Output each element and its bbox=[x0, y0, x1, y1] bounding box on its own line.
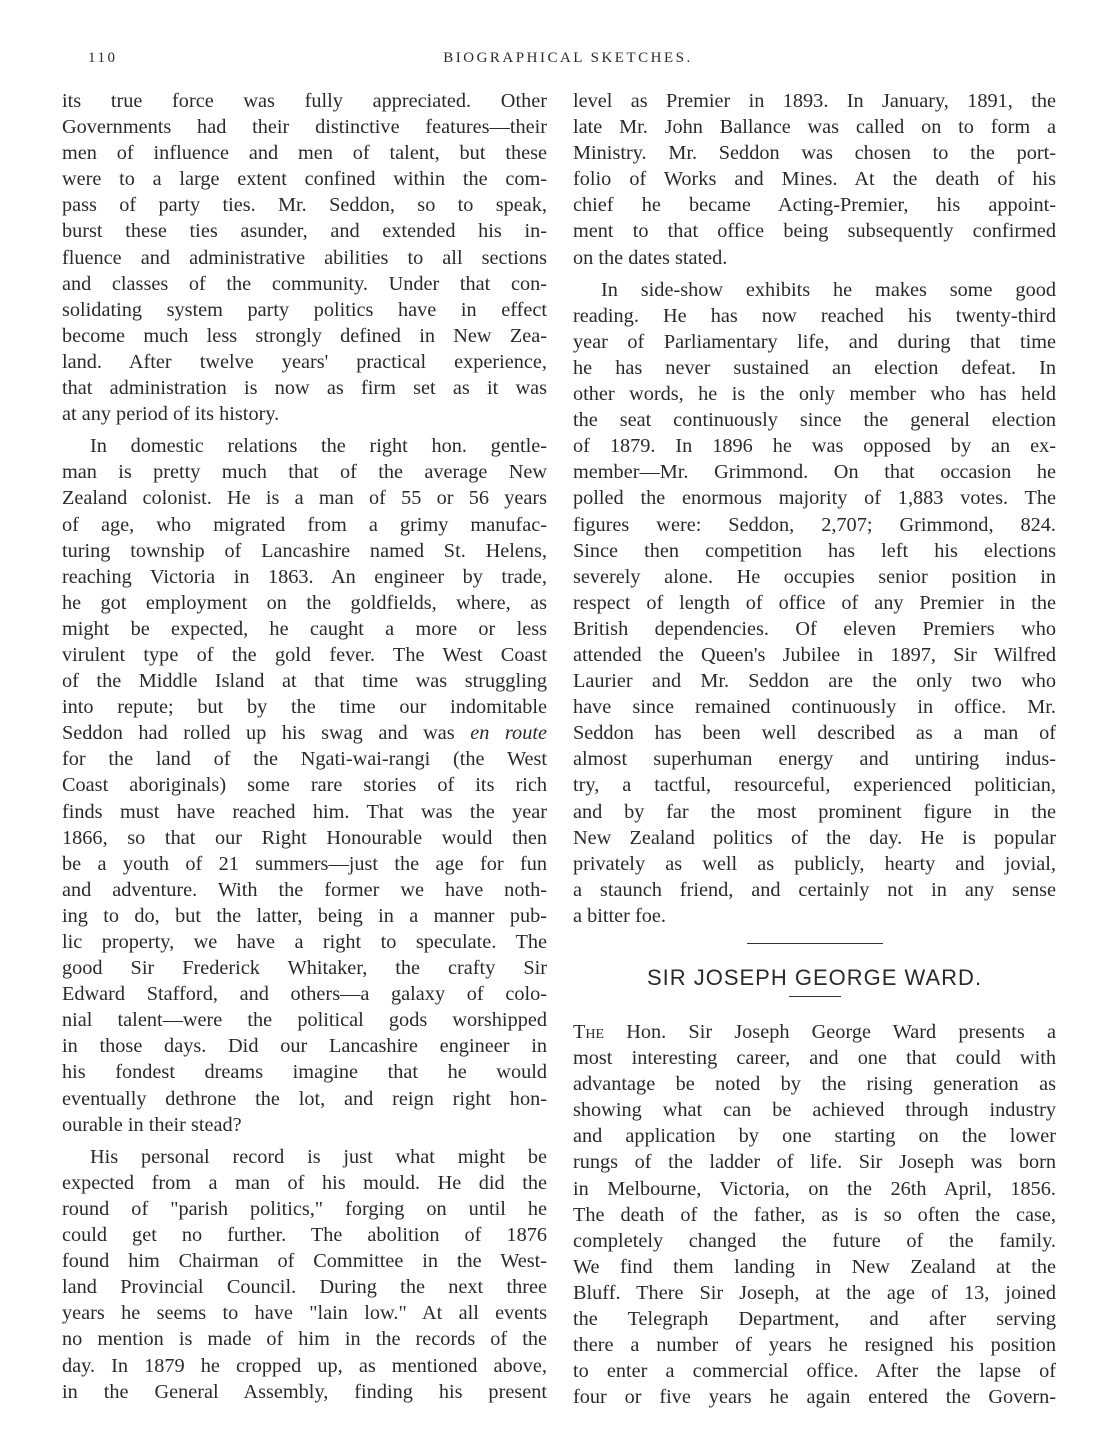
text-line: were to a large extent confined within the com- bbox=[62, 168, 547, 191]
text-line: might be expected, he caught a more or less bbox=[62, 617, 547, 640]
text-line: ourable in their stead? bbox=[62, 1113, 242, 1136]
text-line: Since then competition has left his elections bbox=[573, 539, 1056, 562]
text-line-with-italic bbox=[62, 720, 547, 746]
running-head: BIOGRAPHICAL SKETCHES. bbox=[443, 50, 693, 66]
text-line: on the dates stated. bbox=[573, 246, 728, 269]
text-line: Zealand colonist. He is a man of 55 or 56 years bbox=[62, 487, 547, 510]
text-line: His personal record is just what might be bbox=[90, 1145, 547, 1168]
right-column bbox=[573, 88, 1056, 1410]
text-line: eventually dethrone the lot, and reign right hon- bbox=[62, 1087, 547, 1110]
text-line: lic property, we have a right to speculate. The bbox=[62, 931, 547, 953]
title-underline bbox=[789, 996, 841, 997]
text-line: burst these ties asunder, and extended his in- bbox=[62, 220, 547, 243]
opening-word: The bbox=[573, 1021, 605, 1043]
text-line: year of Parliamentary life, and during that time bbox=[573, 330, 1056, 353]
text-line: We find them landing in New Zealand at the bbox=[573, 1255, 1056, 1278]
italic-phrase: en route bbox=[470, 722, 547, 745]
text-line: Coast aboriginals) some rare stories of its rich bbox=[62, 774, 547, 797]
text-line: other words, he is the only member who has held bbox=[573, 383, 1056, 406]
text-line: fluence and administrative abilities to all sections bbox=[62, 246, 547, 269]
text-line: he got employment on the goldfields, where, as bbox=[62, 591, 547, 614]
text-line-with-smallcaps bbox=[573, 1019, 1056, 1045]
text-line: could get no further. The abolition of 1876 bbox=[62, 1224, 547, 1247]
text-line: rungs of the ladder of life. Sir Joseph was born bbox=[573, 1151, 1056, 1174]
text-line: turing township of Lancashire named St. Helens, bbox=[62, 539, 547, 562]
text-line: Bluff. There Sir Joseph, at the age of 13, joined bbox=[573, 1281, 1056, 1304]
text-line: men of influence and men of talent, but these bbox=[62, 142, 547, 165]
text-line: that administration is now as firm set as it was bbox=[62, 377, 547, 400]
text-line: In side-show exhibits he makes some good bbox=[601, 278, 1056, 301]
text-line: into repute; but by the time our indomitable bbox=[62, 696, 547, 719]
text-line: of the Middle Island at that time was struggling bbox=[62, 670, 547, 693]
text-line: in those days. Did our Lancashire engineer in bbox=[62, 1035, 547, 1058]
section-divider bbox=[747, 943, 883, 944]
text-line: figures were: Seddon, 2,707; Grimmond, 824. bbox=[573, 513, 1056, 536]
text-line: advantage be noted by the rising generation as bbox=[573, 1073, 1056, 1096]
text-line: finds must have reached him. That was the year bbox=[62, 800, 547, 823]
text-line: day. In 1879 he cropped up, as mentioned above, bbox=[62, 1354, 547, 1377]
text-line: severely alone. He occupies senior position in bbox=[573, 565, 1056, 588]
text-line: become much less strongly defined in New Zea- bbox=[62, 324, 547, 347]
left-column bbox=[62, 88, 547, 1405]
text-line: the Telegraph Department, and after serving bbox=[573, 1308, 1056, 1331]
text-line: 1866, so that our Right Honourable would then bbox=[62, 826, 547, 849]
text-line: expected from a man of his mould. He did the bbox=[62, 1171, 547, 1194]
text-line: to enter a commercial office. After the lapse of bbox=[573, 1360, 1056, 1383]
text-line: ment to that office being subsequently confirmed bbox=[573, 220, 1056, 243]
text-line: four or five years he again entered the Govern- bbox=[573, 1386, 1056, 1409]
text-line: solidating system party politics have in effect bbox=[62, 298, 547, 321]
text-line: Governments had their distinctive features—their bbox=[62, 116, 547, 139]
text-line: reading. He has now reached his twenty-third bbox=[573, 304, 1056, 327]
text-line: almost superhuman energy and untiring indus- bbox=[573, 748, 1056, 771]
text-line: and classes of the community. Under that con- bbox=[62, 272, 547, 295]
text-line: a staunch friend, and certainly not in any sense bbox=[573, 878, 1056, 901]
text-line: Hon. Sir Joseph George Ward presents a bbox=[626, 1021, 1057, 1043]
text-line: be a youth of 21 summers—just the age for fun bbox=[62, 852, 547, 875]
text-line: chief he became Acting-Premier, his appoint- bbox=[573, 194, 1056, 217]
text-line: polled the enormous majority of 1,883 votes. The bbox=[573, 487, 1056, 510]
text-line: New Zealand politics of the day. He is popular bbox=[573, 826, 1056, 849]
text-line: good Sir Frederick Whitaker, the crafty Sir bbox=[62, 957, 547, 980]
text-line: level as Premier in 1893. In January, 1891, the bbox=[573, 90, 1056, 112]
text-line: The death of the father, as is so often the case, bbox=[573, 1203, 1056, 1226]
text-line: attended the Queen's Jubilee in 1897, Sir Wilfred bbox=[573, 643, 1056, 666]
text-line: have since remained continuously in office. Mr. bbox=[573, 696, 1056, 719]
text-line: In domestic relations the right hon. gentle- bbox=[90, 435, 547, 458]
text-line: in the General Assembly, finding his present bbox=[62, 1380, 547, 1403]
text-line: the seat continuously since the general election bbox=[573, 409, 1056, 432]
text-line: of 1879. In 1896 he was opposed by an ex- bbox=[573, 435, 1056, 458]
text-line: no mention is made of him in the records of the bbox=[62, 1328, 547, 1351]
text-line: round of "parish politics," forging on until he bbox=[62, 1197, 547, 1220]
text-line: folio of Works and Mines. At the death of his bbox=[573, 168, 1056, 191]
text-line: British dependencies. Of eleven Premiers who bbox=[573, 617, 1056, 640]
text-line: and application by one starting on the lower bbox=[573, 1125, 1056, 1148]
text-line: ing to do, but the latter, being in a manner pub- bbox=[62, 904, 547, 927]
text-line: Edward Stafford, and others—a galaxy of colo- bbox=[62, 983, 547, 1006]
text-line: Laurier and Mr. Seddon are the only two who bbox=[573, 670, 1056, 693]
page-header bbox=[88, 50, 1048, 74]
text-line: man is pretty much that of the average New bbox=[62, 461, 547, 484]
text-line: Seddon had rolled up his swag and was bbox=[62, 722, 455, 745]
text-line: in Melbourne, Victoria, on the 26th April, 1856. bbox=[573, 1177, 1056, 1200]
text-line: Ministry. Mr. Seddon was chosen to the port- bbox=[573, 142, 1056, 165]
text-line: land Provincial Council. During the next three bbox=[62, 1276, 547, 1299]
text-line: Seddon has been well described as a man of bbox=[573, 722, 1056, 745]
section-title: SIR JOSEPH GEORGE WARD. bbox=[646, 965, 983, 990]
text-line: virulent type of the gold fever. The West Coast bbox=[62, 643, 547, 666]
text-line: member—Mr. Grimmond. On that occasion he bbox=[573, 461, 1056, 484]
text-line: land. After twelve years' practical experience, bbox=[62, 350, 547, 373]
text-line: of age, who migrated from a grimy manufac- bbox=[62, 513, 547, 536]
text-line: at any period of its history. bbox=[62, 403, 280, 426]
text-line: most interesting career, and one that could with bbox=[573, 1047, 1056, 1070]
page-number: 110 bbox=[88, 50, 118, 66]
text-line: late Mr. John Ballance was called on to form a bbox=[573, 116, 1056, 139]
text-line: respect of length of office of any Premier in the bbox=[573, 591, 1056, 614]
text-line: completely changed the future of the family. bbox=[573, 1229, 1056, 1252]
text-line: showing what can be achieved through industry bbox=[573, 1099, 1056, 1122]
text-line: and by far the most prominent figure in the bbox=[573, 800, 1056, 823]
text-line: pass of party ties. Mr. Seddon, so to speak, bbox=[62, 194, 547, 217]
text-line: there a number of years he resigned his position bbox=[573, 1334, 1056, 1357]
text-line: years he seems to have "lain low." At all events bbox=[62, 1302, 547, 1325]
text-line: its true force was fully appreciated. Other bbox=[62, 90, 547, 112]
text-line: found him Chairman of Committee in the West- bbox=[62, 1250, 547, 1273]
text-line: reaching Victoria in 1863. An engineer by trade, bbox=[62, 565, 547, 588]
text-line: he has never sustained an election defeat. In bbox=[573, 356, 1056, 379]
text-line: and adventure. With the former we have noth- bbox=[62, 878, 547, 901]
text-line: privately as well as publicly, hearty and jovial, bbox=[573, 852, 1056, 875]
text-line: a bitter foe. bbox=[573, 904, 666, 927]
text-line: try, a tactful, resourceful, experienced politician, bbox=[573, 774, 1056, 797]
text-line: for the land of the Ngati-wai-rangi (the West bbox=[62, 748, 547, 771]
text-line: nial talent—were the political gods worshipped bbox=[62, 1009, 547, 1032]
text-line: his fondest dreams imagine that he would bbox=[62, 1061, 547, 1084]
